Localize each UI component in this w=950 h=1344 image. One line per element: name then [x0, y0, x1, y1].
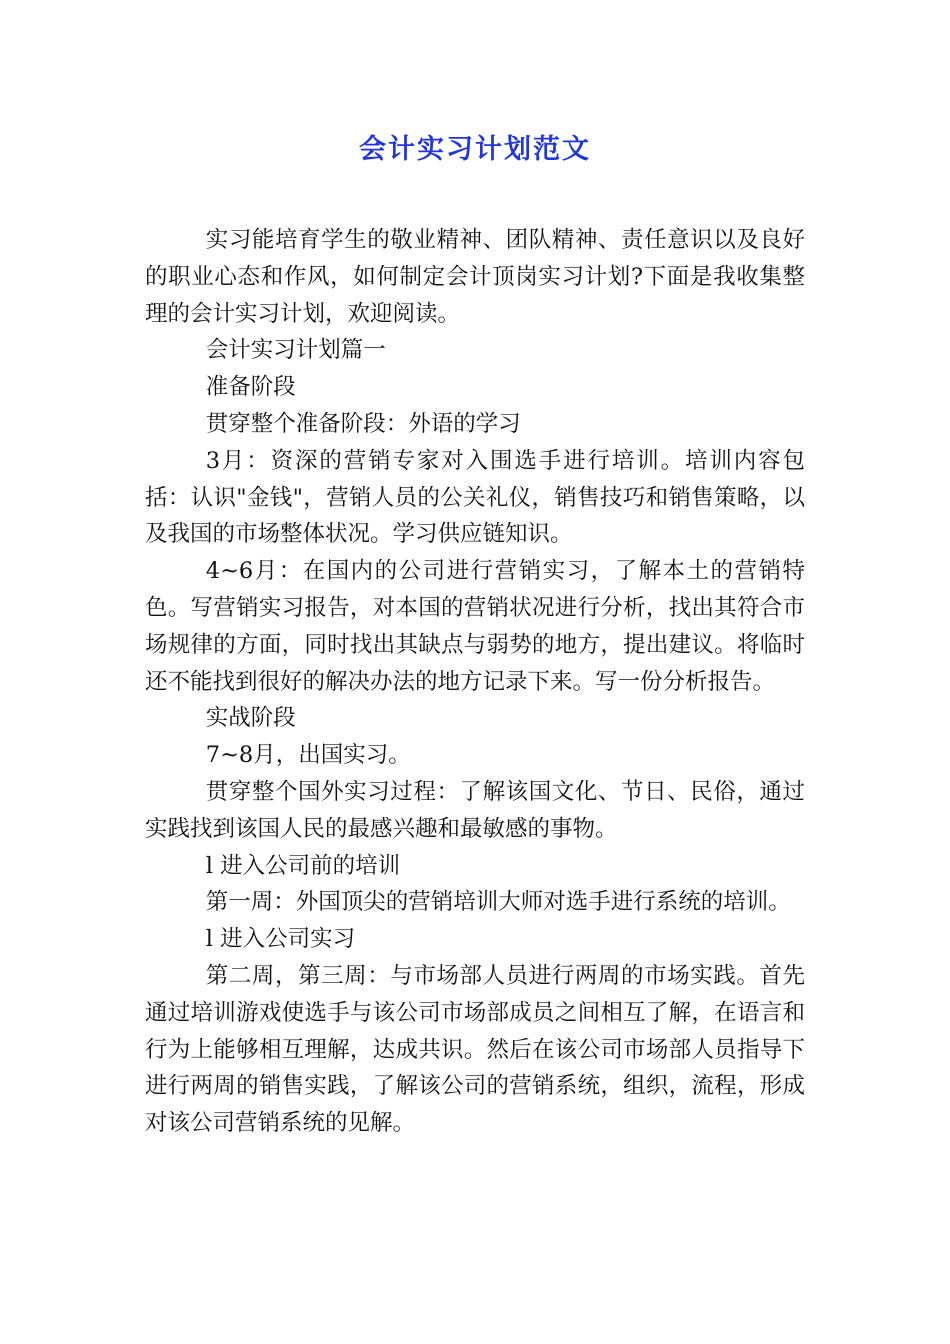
- paragraph-april-june: 4~6月：在国内的公司进行营销实习，了解本土的营销特色。写营销实习报告，对本国的营销状况进行分析，找出其符合市场规律的方面，同时找出其缺点与弱势的地方，提出建议。将临时还不能找到很好的解决办法的地方记录下来。写一份分析报告。: [145, 558, 805, 695]
- paragraph-march: 3月：资深的营销专家对入围选手进行培训。培训内容包括：认识"金钱"，营销人员的公关礼仪，销售技巧和销售策略，以及我国的市场整体状况。学习供应链知识。: [145, 447, 805, 548]
- paragraph-stage-prepare: 准备阶段: [205, 374, 296, 401]
- document-title: 会计实习计划范文: [359, 134, 591, 165]
- paragraph-language-study: 贯穿整个准备阶段：外语的学习: [205, 410, 521, 437]
- paragraph-pre-training: l 进入公司前的培训: [205, 852, 401, 879]
- paragraph-stage-practice: 实战阶段: [205, 705, 296, 732]
- paragraph-company-internship: l 进入公司实习: [205, 926, 356, 953]
- document-body: [145, 222, 805, 1142]
- paragraph-intro: 实习能培育学生的敬业精神、团队精神、责任意识以及良好的职业心态和作风，如何制定会计顶岗实习计划?下面是我收集整理的会计实习计划，欢迎阅读。: [145, 227, 805, 327]
- paragraph-abroad-process: 贯穿整个国外实习过程：了解该国文化、节日、民俗，通过实践找到该国人民的最感兴趣和最敏感的事物。: [145, 778, 805, 842]
- paragraph-july-august: 7~8月，出国实习。: [205, 742, 411, 769]
- paragraph-week-one: 第一周：外国顶尖的营销培训大师对选手进行系统的培训。: [205, 889, 791, 916]
- paragraph-section-heading: 会计实习计划篇一: [205, 337, 386, 364]
- paragraph-week-two-three: 第二周，第三周：与市场部人员进行两周的市场实践。首先通过培训游戏使选手与该公司市场部成员之间相互了解，在语言和行为上能够相互理解，达成共识。然后在该公司市场部人员指导下进行两周的销售实践，了解该公司的营销系统，组织，流程，形成对该公司营销系统的见解。: [145, 962, 805, 1137]
